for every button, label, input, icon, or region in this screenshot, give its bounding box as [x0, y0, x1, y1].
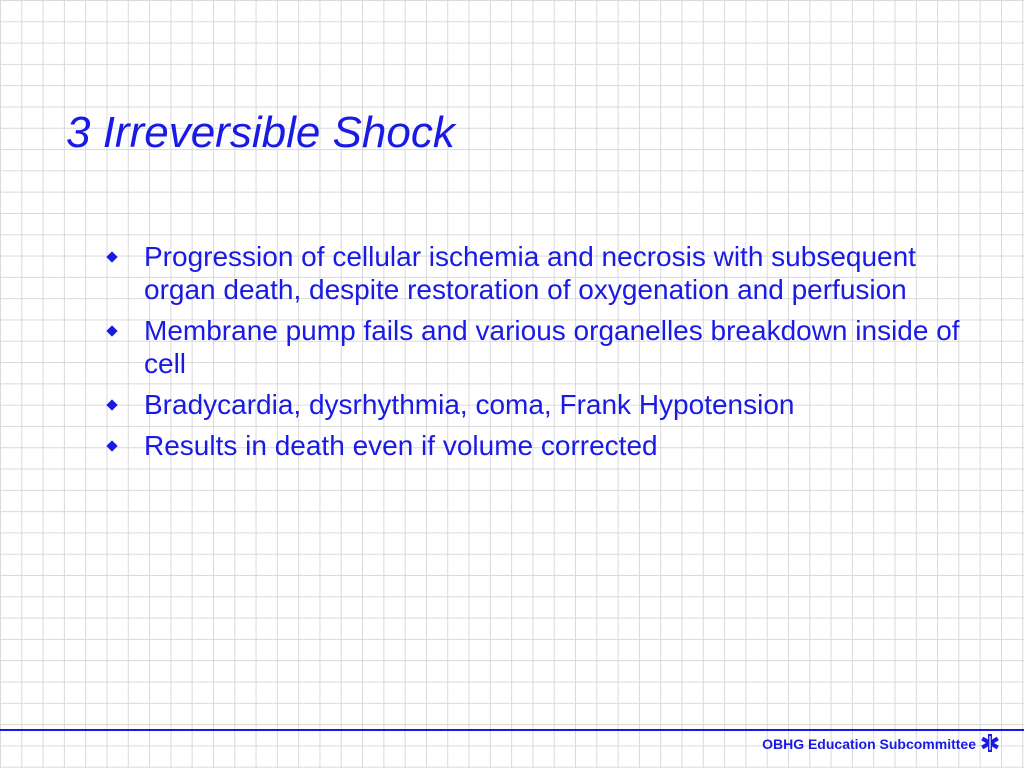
footer-divider [0, 729, 1024, 731]
bullet-text: Results in death even if volume corrected [144, 430, 658, 461]
bullet-item [104, 314, 984, 380]
slide-title: 3 Irreversible Shock [66, 108, 455, 157]
bullet-text: Bradycardia, dysrhythmia, coma, Frank Hypotension [144, 389, 795, 420]
diamond-bullet-icon [106, 399, 117, 410]
bullet-list [104, 240, 984, 470]
bullet-item [104, 429, 984, 462]
diamond-bullet-icon [106, 325, 117, 336]
bullet-text: Membrane pump fails and various organelles breakdown inside of cell [144, 315, 960, 379]
footer-text: OBHG Education Subcommittee [762, 736, 976, 752]
bullet-text: Progression of cellular ischemia and necrosis with subsequent organ death, despite restoration of oxygenation and perfusion [144, 241, 916, 305]
diamond-bullet-icon [106, 251, 117, 262]
bullet-item [104, 388, 984, 421]
bullet-item [104, 240, 984, 306]
diamond-bullet-icon [106, 440, 117, 451]
star-of-life-icon [980, 733, 1000, 753]
